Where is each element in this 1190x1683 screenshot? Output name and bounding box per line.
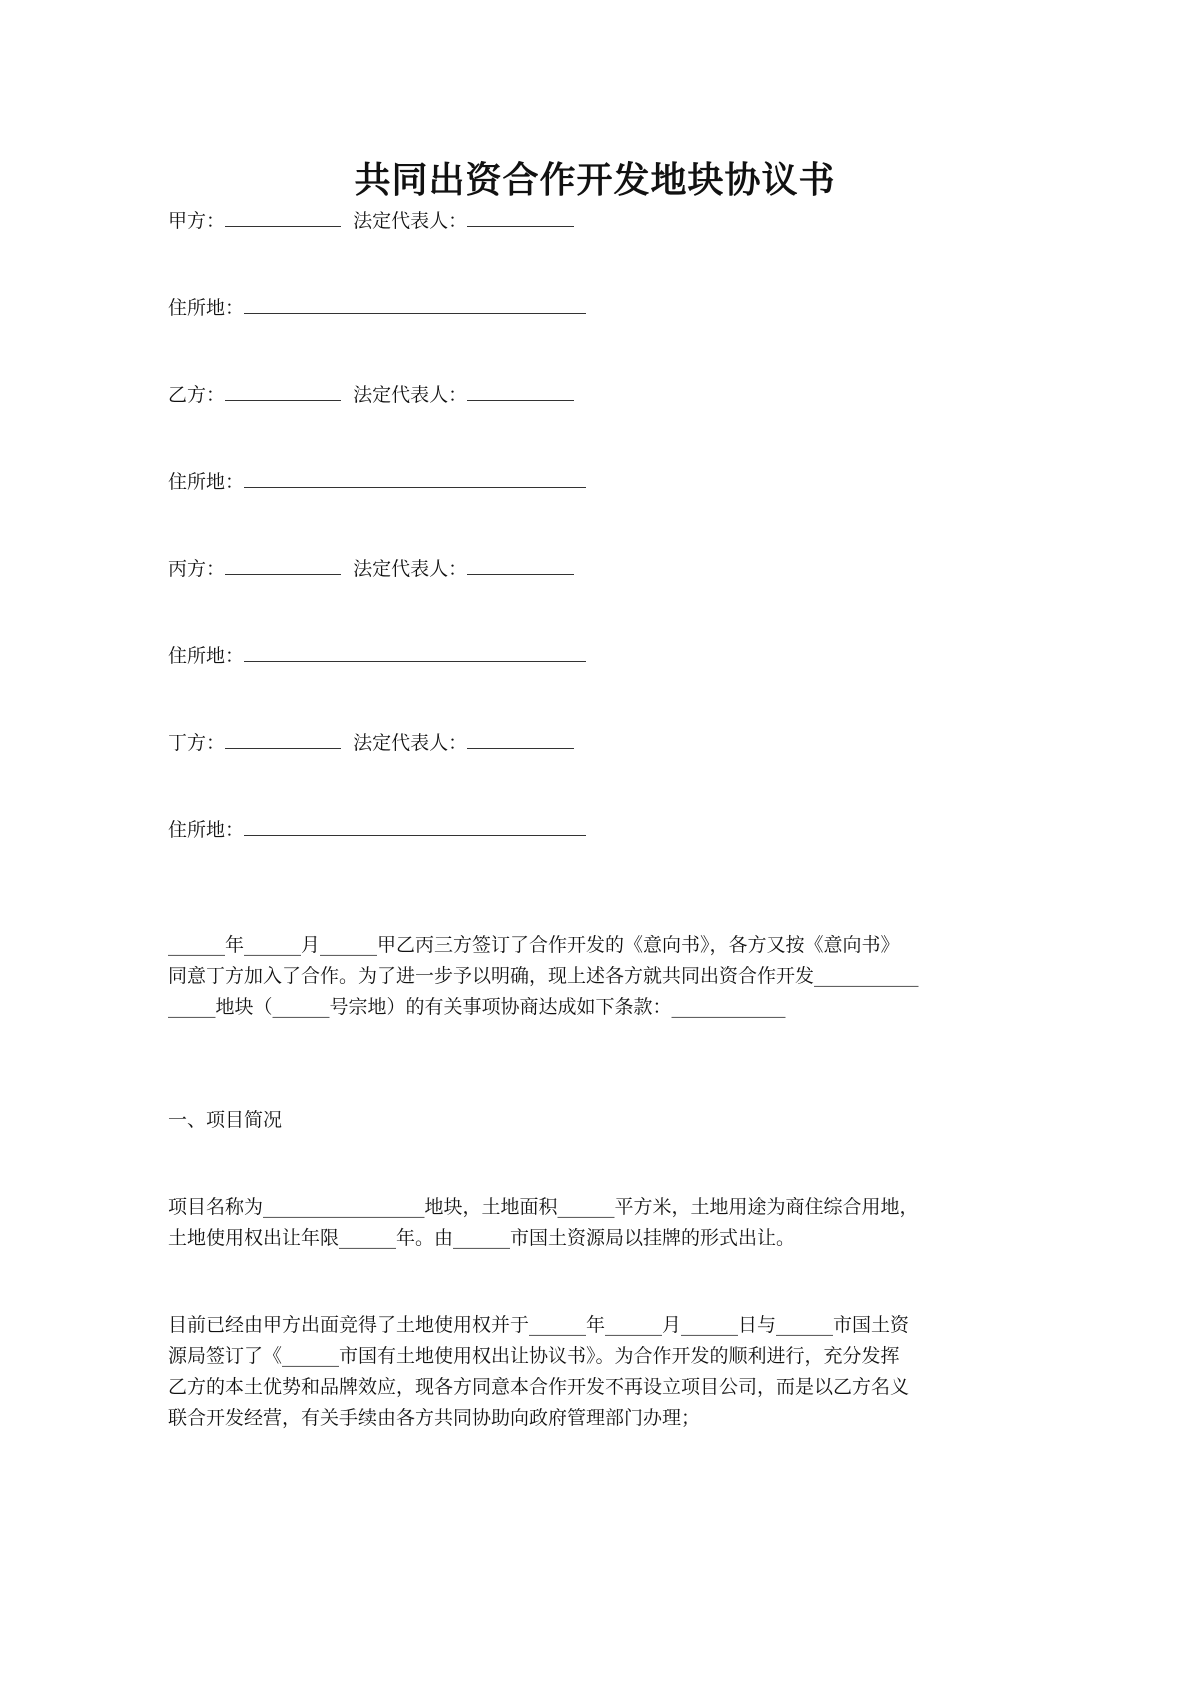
paragraph-line: 联合开发经营，有关手续由各方共同协助向政府管理部门办理； — [168, 1407, 701, 1429]
party-label: 甲方： — [168, 210, 226, 232]
paragraph-line: 目前已经由甲方出面竞得了土地使用权并于______年______月______日与______市国土资 — [168, 1314, 910, 1336]
blank-field — [225, 208, 341, 227]
paragraph-line: 土地使用权出让年限______年。由______市国土资源局以挂牌的形式出让。 — [168, 1227, 796, 1249]
party-a-line — [168, 208, 574, 233]
blank-field — [467, 382, 574, 401]
blank-field — [244, 817, 586, 836]
blank-field — [244, 469, 586, 488]
party-b-address — [168, 469, 586, 494]
address-label: 住所地： — [168, 297, 245, 319]
blank-field — [467, 556, 574, 575]
document-title: 共同出资合作开发地块协议书 — [354, 159, 836, 201]
party-d-line — [168, 730, 574, 755]
rep-label: 法定代表人： — [353, 210, 468, 232]
party-label: 乙方： — [168, 384, 226, 406]
rep-label: 法定代表人： — [353, 384, 468, 406]
paragraph-line: 乙方的本土优势和品牌效应，现各方同意本合作开发不再设立项目公司，而是以乙方名义 — [168, 1376, 910, 1398]
preamble-line: 同意丁方加入了合作。为了进一步予以明确，现上述各方就共同出资合作开发___________ — [168, 965, 919, 987]
party-b-line — [168, 382, 574, 407]
address-label: 住所地： — [168, 819, 245, 841]
address-label: 住所地： — [168, 645, 245, 667]
party-a-address — [168, 295, 586, 320]
blank-field — [244, 295, 586, 314]
party-d-address — [168, 817, 586, 842]
blank-field — [467, 208, 574, 227]
blank-field — [225, 730, 341, 749]
address-label: 住所地： — [168, 471, 245, 493]
party-label: 丙方： — [168, 558, 226, 580]
rep-label: 法定代表人： — [353, 558, 468, 580]
preamble-line: _____地块（______号宗地）的有关事项协商达成如下条款：____________ — [168, 996, 786, 1018]
section-heading: 一、项目简况 — [168, 1109, 283, 1131]
blank-field — [467, 730, 574, 749]
preamble-line: ______年______月______甲乙丙三方签订了合作开发的《意向书》，各方又按《意向书》 — [168, 934, 900, 956]
rep-label: 法定代表人： — [353, 732, 468, 754]
blank-field — [225, 556, 341, 575]
paragraph-line: 项目名称为_________________地块，土地面积______平方米，土地用途为商住综合用地， — [168, 1196, 919, 1218]
party-c-address — [168, 643, 586, 668]
party-c-line — [168, 556, 574, 581]
blank-field — [225, 382, 341, 401]
party-label: 丁方： — [168, 732, 226, 754]
paragraph-line: 源局签订了《______市国有土地使用权出让协议书》。为合作开发的顺利进行，充分发挥 — [168, 1345, 900, 1367]
blank-field — [244, 643, 586, 662]
